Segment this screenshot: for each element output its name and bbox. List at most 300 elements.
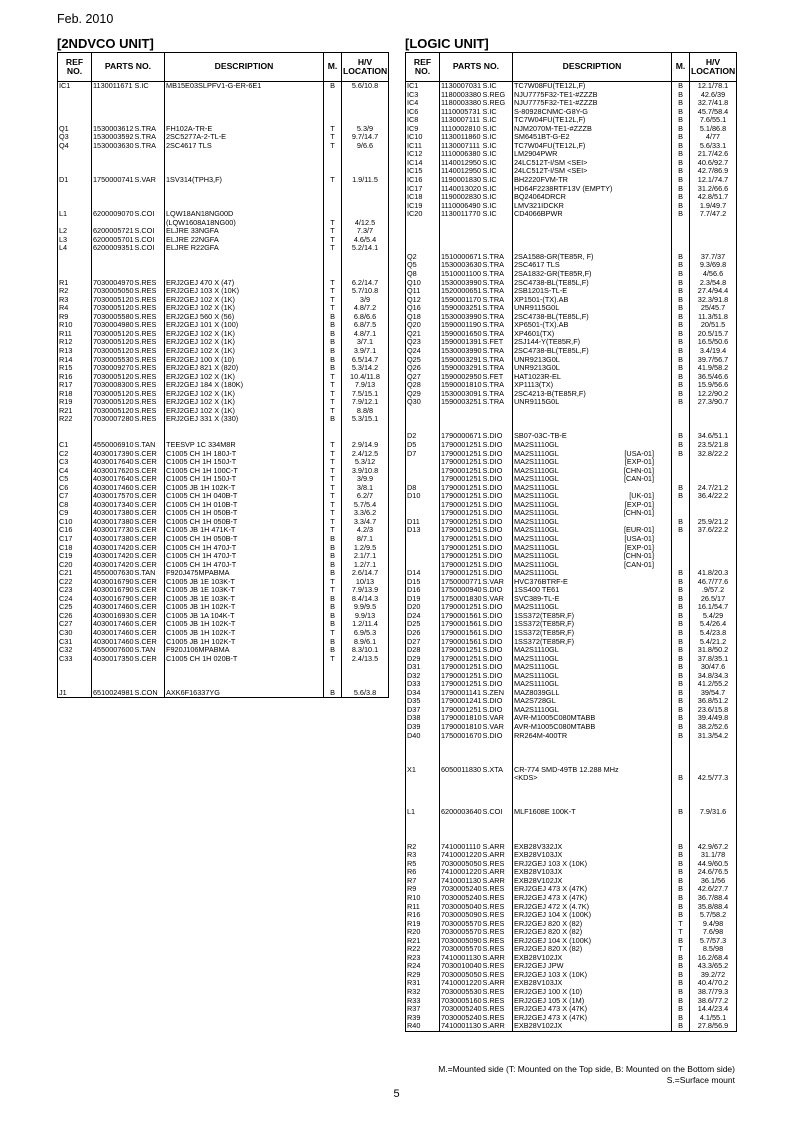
ref-cell: Q5 — [406, 261, 440, 270]
parts-no-cell: 7410001220 — [441, 868, 482, 877]
ref-cell: R7 — [406, 877, 440, 886]
description-cell: ERJ2GEJ 102 X (1K) — [165, 304, 324, 313]
description-cell: C1005 JB 1H 471K-T — [165, 526, 324, 535]
description-cell: MA2S1110GL [CHN-01] — [513, 509, 672, 518]
description-cell: XP1501-(TX).AB — [513, 296, 672, 305]
description-cell: ERJ2GEJ JPW — [513, 962, 672, 971]
part-type-cell: S.TRA — [482, 304, 513, 313]
mount-side-cell: B — [672, 441, 690, 450]
description-cell: MA2S1110GL — [513, 663, 672, 672]
ref-cell: X1 — [406, 766, 440, 775]
table-row — [58, 603, 389, 612]
part-type-cell: S.TRA — [134, 125, 165, 134]
parts-no-cell: 1750000741 — [93, 176, 134, 185]
mount-side-cell: T — [324, 236, 342, 245]
part-type-cell: S.CER — [134, 612, 165, 621]
description-cell: NJM2070M-TE1-#ZZZB — [513, 125, 672, 134]
table-row — [58, 646, 389, 655]
parts-no-cell: 4030017460 — [93, 620, 134, 629]
mount-side-cell — [672, 219, 690, 228]
part-type-cell — [134, 150, 165, 159]
description-cell: ERJ2GEJ 820 X (82) — [513, 945, 672, 954]
table-row — [58, 373, 389, 382]
ref-cell — [406, 757, 440, 766]
mount-side-cell — [672, 415, 690, 424]
table-row — [58, 185, 389, 194]
part-type-cell: S.IC — [482, 116, 513, 125]
ref-cell: IC6 — [406, 108, 440, 117]
part-type-cell: S.RES — [482, 945, 513, 954]
part-type-cell: S.RES — [134, 304, 165, 313]
mount-side-cell: T — [324, 279, 342, 288]
part-type-cell: S.IC — [482, 82, 513, 91]
parts-table-2ndvco — [57, 52, 389, 698]
table-row — [406, 219, 737, 228]
parts-no-cell — [440, 817, 482, 826]
table-row — [406, 749, 737, 758]
ref-cell — [406, 826, 440, 835]
part-type-cell: S.IC — [482, 185, 513, 194]
description-cell: C1005 CH 1H 050B-T — [165, 518, 324, 527]
description-cell: MB15E03SLPFV1-G-ER-6E1 — [165, 82, 324, 91]
part-type-cell: S.COI — [134, 227, 165, 236]
table-row — [406, 706, 737, 715]
location-cell: 44.9/60.5 — [690, 860, 737, 869]
mount-side-cell: T — [324, 304, 342, 313]
mount-side-cell: B — [672, 373, 690, 382]
part-type-cell: S.DIO — [482, 535, 513, 544]
table-row — [406, 287, 737, 296]
location-cell — [690, 244, 737, 253]
table-row — [406, 834, 737, 843]
ref-cell: D40 — [406, 732, 440, 741]
location-cell: 24.6/76.5 — [690, 868, 737, 877]
ref-cell: R10 — [406, 894, 440, 903]
ref-cell: IC20 — [406, 210, 440, 219]
table-row — [406, 133, 737, 142]
location-cell: 34.6/51.1 — [690, 432, 737, 441]
mount-side-cell: B — [672, 843, 690, 852]
mount-side-cell: B — [672, 526, 690, 535]
ref-cell: R29 — [406, 971, 440, 980]
mount-side-cell: B — [672, 253, 690, 262]
description-cell: ERJ2GEJ 102 X (1K) — [165, 398, 324, 407]
location-cell — [690, 749, 737, 758]
location-cell: 5.7/5.4 — [342, 501, 389, 510]
part-type-cell: S.TRA — [134, 142, 165, 151]
location-cell: 7.6/98 — [690, 928, 737, 937]
parts-no-cell: 1590003251 — [441, 398, 482, 407]
mount-side-cell: T — [324, 219, 342, 228]
ref-cell — [58, 680, 92, 689]
part-type-cell — [482, 783, 513, 792]
description-cell: ERJ2GEJ 102 X (1K) — [165, 407, 324, 416]
location-cell — [342, 432, 389, 441]
location-cell: 42.7/86.9 — [690, 167, 737, 176]
location-cell: 1.2/7.1 — [342, 561, 389, 570]
location-cell: 7.9/31.6 — [690, 808, 737, 817]
table-row — [406, 638, 737, 647]
location-cell: 39.4/49.8 — [690, 714, 737, 723]
ref-cell: Q8 — [406, 270, 440, 279]
location-cell: 24.7/21.2 — [690, 484, 737, 493]
description-cell — [165, 185, 324, 194]
location-cell — [342, 159, 389, 168]
table-row — [58, 689, 389, 698]
parts-no-cell: 1190002830 — [441, 193, 482, 202]
parts-no-cell: 1790001251 — [441, 458, 482, 467]
part-type-cell: S.CER — [134, 475, 165, 484]
left-unit-title: [2NDVCO UNIT] — [57, 36, 154, 51]
mount-side-cell: B — [672, 279, 690, 288]
table-row — [406, 937, 737, 946]
ref-cell: R31 — [406, 979, 440, 988]
part-type-cell — [482, 236, 513, 245]
mount-side-cell — [324, 680, 342, 689]
part-type-cell: S.RES — [134, 390, 165, 399]
table-row — [406, 330, 737, 339]
description-cell: TC7W04FU(TE12L,F) — [513, 142, 672, 151]
description-cell: C1005 JB 1A 104K-T — [165, 612, 324, 621]
region-tag: [CHN-01] — [623, 552, 654, 561]
ref-cell: D10 — [406, 492, 440, 501]
part-type-cell: S.ARR — [482, 1022, 513, 1031]
table-row — [406, 569, 737, 578]
ref-cell — [406, 535, 440, 544]
location-cell: 9.4/98 — [690, 920, 737, 929]
ref-cell: D13 — [406, 526, 440, 535]
parts-no-cell: 1530003592 — [93, 133, 134, 142]
description-cell — [513, 236, 672, 245]
parts-no-cell: 7030007280 — [93, 415, 134, 424]
parts-no-cell: 1790001561 — [441, 629, 482, 637]
mount-side-cell: T — [672, 928, 690, 937]
mount-side-cell: B — [672, 595, 690, 604]
mount-side-cell: B — [672, 304, 690, 313]
mount-side-cell: T — [324, 125, 342, 134]
table-row — [406, 321, 737, 330]
parts-no-cell: 4030017460 — [93, 483, 134, 492]
mount-side-cell: B — [672, 646, 690, 655]
ref-cell: R11 — [58, 330, 92, 339]
part-type-cell: S.TRA — [482, 279, 513, 288]
footnote-mounted-side: M.=Mounted side (T: Mounted on the Top side, B: Mounted on the Bottom side) — [438, 1064, 735, 1074]
parts-no-cell: 1590001190 — [441, 321, 482, 330]
mount-side-cell: B — [672, 774, 690, 783]
parts-no-cell: 7030005050 — [441, 859, 482, 868]
mount-side-cell: B — [672, 390, 690, 399]
description-cell: (LQW1608A18NG00) — [165, 219, 324, 228]
location-cell — [690, 424, 737, 433]
mount-side-cell: B — [672, 569, 690, 578]
location-cell: 3.9/10.8 — [342, 467, 389, 476]
part-type-cell: S.CER — [134, 586, 165, 595]
description-cell: AVR-M1005C080MTABB — [513, 714, 672, 723]
location-cell: 4/12.5 — [342, 219, 389, 228]
part-type-cell: S.DIO — [482, 552, 513, 561]
mount-side-cell — [672, 467, 690, 476]
parts-no-cell: 1750001670 — [441, 731, 482, 740]
location-cell: 12.1/74.7 — [690, 176, 737, 185]
mount-side-cell — [672, 749, 690, 758]
mount-side-cell: B — [672, 885, 690, 894]
mount-side-cell: T — [324, 450, 342, 459]
parts-no-cell: 1790001251 — [441, 440, 482, 449]
table-row — [58, 407, 389, 416]
description-cell — [513, 800, 672, 809]
description-cell: MAZ8039GLL — [513, 689, 672, 698]
description-cell: ERJ2GEJ 103 X (10K) — [513, 860, 672, 869]
description-cell: S-80928CNMC-G8Y-G — [513, 108, 672, 117]
mount-side-cell: B — [324, 620, 342, 629]
location-cell: 12.1/78.1 — [690, 82, 737, 91]
table-row — [406, 381, 737, 390]
table-row — [406, 467, 737, 476]
part-type-cell: S.COI — [482, 808, 513, 817]
table-row — [406, 732, 737, 741]
part-type-cell — [134, 99, 165, 108]
part-type-cell: S.RES — [134, 279, 165, 288]
description-cell: FH102A-TR-E — [165, 125, 324, 134]
col-loc-header: H/V LOCATION — [342, 53, 389, 82]
ref-cell — [58, 193, 92, 202]
table-row — [58, 526, 389, 535]
parts-no-cell — [440, 740, 482, 749]
mount-side-cell: B — [672, 979, 690, 988]
description-cell: XP6501-(TX).AB — [513, 321, 672, 330]
description-cell: ERJ2GEJ 473 X (47K) — [513, 894, 672, 903]
parts-no-cell: 1590002950 — [441, 372, 482, 381]
location-cell: 37.8/35.1 — [690, 655, 737, 664]
parts-no-cell: 1130007031 — [441, 81, 482, 90]
description-cell: 2SA1588-GR(TE85R, F) — [513, 253, 672, 262]
table-row — [58, 193, 389, 202]
location-cell: 5.4/23.8 — [690, 629, 737, 638]
mount-side-cell: B — [672, 706, 690, 715]
location-cell: 8.8/8 — [342, 407, 389, 416]
parts-no-cell — [440, 783, 482, 792]
col-ref-header: REF NO. — [406, 53, 440, 82]
table-row — [58, 424, 389, 433]
location-cell: 8.4/14.3 — [342, 595, 389, 604]
parts-no-cell: 1530003990 — [441, 312, 482, 321]
ref-cell: C23 — [58, 586, 92, 595]
part-type-cell: S.TRA — [482, 270, 513, 279]
mount-side-cell: B — [672, 296, 690, 305]
description-cell: MA2S1110GL — [513, 569, 672, 578]
ref-cell: Q20 — [406, 321, 440, 330]
description-cell: ERJ2GEJ 102 X (1K) — [165, 296, 324, 305]
part-type-cell: S.DIO — [482, 501, 513, 510]
parts-no-cell: 7030005240 — [441, 893, 482, 902]
description-cell: MA2S1110GL [EXP-01] — [513, 458, 672, 467]
description-cell: C1005 CH 1H 470J-T — [165, 561, 324, 570]
table-row — [406, 82, 737, 91]
ref-cell — [58, 99, 92, 108]
part-type-cell: S.TRA — [482, 287, 513, 296]
table-row — [58, 680, 389, 689]
location-cell — [690, 826, 737, 835]
ref-cell: D8 — [406, 484, 440, 493]
location-cell: 5.3/9 — [342, 125, 389, 134]
mount-side-cell: B — [672, 672, 690, 681]
parts-table-logic — [405, 52, 737, 1032]
ref-cell: R22 — [58, 415, 92, 424]
part-type-cell: S.CER — [134, 561, 165, 570]
ref-cell — [58, 167, 92, 176]
part-type-cell: S.DIO — [482, 569, 513, 578]
part-type-cell — [134, 672, 165, 681]
ref-cell: R19 — [58, 398, 92, 407]
table-row — [406, 603, 737, 612]
mount-side-cell: B — [672, 261, 690, 270]
ref-cell — [406, 219, 440, 228]
ref-cell: C30 — [58, 629, 92, 638]
parts-no-cell: 7410001220 — [441, 979, 482, 988]
location-cell: 7.9/12.1 — [342, 398, 389, 407]
location-cell: 4.6/5.4 — [342, 236, 389, 245]
part-type-cell: S.RES — [134, 296, 165, 305]
location-cell: 9.9/13 — [342, 612, 389, 621]
parts-no-cell: 1590003291 — [441, 364, 482, 373]
table-header-row — [58, 53, 389, 82]
part-type-cell — [482, 740, 513, 749]
part-type-cell: S.DIO — [482, 697, 513, 706]
mount-side-cell — [672, 244, 690, 253]
description-cell: SM6451BT-G-E2 — [513, 133, 672, 142]
parts-no-cell: 7030005240 — [441, 1013, 482, 1022]
ref-cell: D38 — [406, 714, 440, 723]
part-type-cell — [134, 159, 165, 168]
part-type-cell: S.DIO — [482, 484, 513, 493]
ref-cell: C33 — [58, 655, 92, 664]
col-ref-header: REF NO. — [58, 53, 92, 82]
parts-no-cell: 4030016930 — [93, 611, 134, 620]
location-cell: 5.4/26.4 — [690, 620, 737, 629]
parts-no-cell: 7030005090 — [441, 911, 482, 920]
mount-side-cell: B — [672, 125, 690, 134]
parts-no-cell: 7030005160 — [441, 996, 482, 1005]
ref-cell: Q21 — [406, 330, 440, 339]
ref-cell: Q11 — [406, 287, 440, 296]
part-type-cell: S.VAR — [482, 723, 513, 732]
location-cell: 8.5/98 — [690, 945, 737, 954]
part-type-cell: S.RES — [482, 937, 513, 946]
part-type-cell: S.IC — [482, 150, 513, 159]
location-cell — [342, 108, 389, 117]
location-cell: 39/54.7 — [690, 689, 737, 698]
description-cell: TC7W04FU(TE12L,F) — [513, 116, 672, 125]
description-cell: C1005 CH 1H 050B-T — [165, 509, 324, 518]
part-type-cell — [134, 680, 165, 689]
description-cell: C1005 JB 1E 103K-T — [165, 586, 324, 595]
location-cell: 5.2/14.1 — [342, 244, 389, 253]
part-type-cell: S.IC — [482, 202, 513, 211]
location-cell: 38.6/77.2 — [690, 997, 737, 1006]
part-type-cell — [482, 415, 513, 424]
ref-cell — [58, 663, 92, 672]
location-cell: 7.3/7 — [342, 227, 389, 236]
part-type-cell: S.CER — [134, 603, 165, 612]
description-cell — [165, 108, 324, 117]
mount-side-cell: B — [672, 603, 690, 612]
table-row — [58, 501, 389, 510]
description-cell: MA2S1110GL — [513, 484, 672, 493]
mount-side-cell: T — [324, 518, 342, 527]
part-type-cell: S.DIO — [482, 467, 513, 476]
description-cell: C1005 JB 1E 103K-T — [165, 578, 324, 587]
table-row — [406, 116, 737, 125]
ref-cell: Q27 — [406, 373, 440, 382]
description-cell: UNR9213G0L — [513, 364, 672, 373]
ref-cell — [406, 244, 440, 253]
mount-side-cell: B — [324, 603, 342, 612]
description-cell: C1005 JB 1H 102K-T — [165, 629, 324, 638]
location-cell — [690, 475, 737, 484]
ref-cell: C10 — [58, 518, 92, 527]
ref-cell — [58, 185, 92, 194]
location-cell: 6.8/6.6 — [342, 313, 389, 322]
mount-side-cell: T — [324, 629, 342, 638]
parts-no-cell — [92, 663, 134, 672]
description-cell: MA2S1110GL — [513, 672, 672, 681]
ref-cell — [406, 236, 440, 245]
parts-no-cell: 1790001810 — [441, 723, 482, 732]
parts-no-cell — [440, 424, 482, 433]
mount-side-cell — [324, 108, 342, 117]
part-type-cell: S.ARR — [482, 979, 513, 988]
location-cell: 5.7/57.3 — [690, 937, 737, 946]
ref-cell: IC4 — [406, 99, 440, 108]
parts-no-cell: 6510024981 — [93, 688, 134, 697]
part-type-cell: S.IC — [482, 167, 513, 176]
table-row — [406, 347, 737, 356]
location-cell: 42.6/39 — [690, 91, 737, 100]
part-type-cell: S.DIO — [482, 706, 513, 715]
description-cell: ERJ2GEJ 102 X (1K) — [165, 347, 324, 356]
location-cell — [690, 800, 737, 809]
part-type-cell: S.DIO — [482, 526, 513, 535]
ref-cell: R16 — [406, 911, 440, 920]
ref-cell — [406, 467, 440, 476]
part-type-cell: S.CER — [134, 535, 165, 544]
parts-no-cell: 4030017390 — [93, 449, 134, 458]
table-row — [406, 808, 737, 817]
description-cell: ERJ2GEJ 560 X (56) — [165, 313, 324, 322]
mount-side-cell — [672, 475, 690, 484]
table-row — [406, 441, 737, 450]
part-type-cell: S.TRA — [482, 347, 513, 356]
location-cell: 3/7.1 — [342, 338, 389, 347]
ref-cell: D35 — [406, 697, 440, 706]
location-cell: 14.4/23.4 — [690, 1005, 737, 1014]
part-type-cell: S.RES — [134, 287, 165, 296]
location-cell — [342, 424, 389, 433]
col-m-header: M. — [324, 53, 342, 82]
parts-no-cell: 4030017570 — [93, 492, 134, 501]
location-cell — [690, 561, 737, 570]
ref-cell: D26 — [406, 629, 440, 638]
table-row — [406, 988, 737, 997]
description-cell: XP1113(TX) — [513, 381, 672, 390]
parts-no-cell: 6200009070 — [93, 210, 134, 219]
table-row — [58, 458, 389, 467]
description-cell — [513, 740, 672, 749]
parts-no-cell: 7030005090 — [441, 936, 482, 945]
location-cell: 3.9/7.1 — [342, 347, 389, 356]
description-cell: ELJRE 33NGFA — [165, 227, 324, 236]
mount-side-cell — [324, 91, 342, 100]
